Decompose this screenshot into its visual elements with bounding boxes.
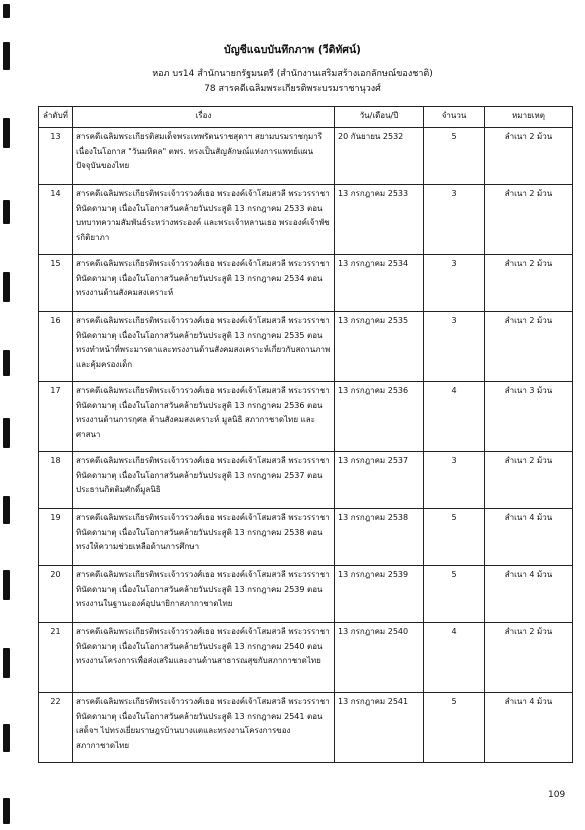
binder-punch-marks [0,0,16,830]
row-note: สำเนา 2 ม้วน [485,255,573,312]
binder-mark [3,200,10,224]
row-number: 20 [39,566,73,623]
header-quantity: จำนวน [424,107,485,128]
row-date: 13 กรกฎาคม 2534 [335,255,424,312]
row-title: สารคดีเฉลิมพระเกียรติพระเจ้าวรวงศ์เธอ พระองค์เจ้าโสมสวลี พระวรราชาทินัดดามาตุ เนื่องในโอกาสวันคล้ายวันประสูติ 13 กรกฎาคม 2540 ตอน ทรงงานโครงการเพื่อส่งเสริมและงานด้านสาธารณสุขกับสภากาชาดไทย [73,623,335,693]
row-date: 20 กันยายน 2532 [335,128,424,185]
row-title: สารคดีเฉลิมพระเกียรติพระเจ้าวรวงศ์เธอ พระองค์เจ้าโสมสวลี พระวรราชาทินัดดามาตุ เนื่องในโอกาสวันคล้ายวันประสูติ 13 กรกฎาคม 2533 ตอน บทบาทความสัมพันธ์ระหว่างพระองค์ และพระเจ้าหลานเธอ พระองค์เจ้าพัชรกิติยาภา [73,185,335,255]
table-row [39,509,573,566]
row-note: สำเนา 4 ม้วน [485,566,573,623]
row-date: 13 กรกฎาคม 2536 [335,382,424,452]
row-title: สารคดีเฉลิมพระเกียรติพระเจ้าวรวงศ์เธอ พระองค์เจ้าโสมสวลี พระวรราชาทินัดดามาตุ เนื่องในโอกาสวันคล้ายวันประสูติ 13 กรกฎาคม 2534 ตอน ทรงงานด้านสังคมสงเคราะห์ [73,255,335,312]
table-row [39,312,573,382]
table-row [39,128,573,185]
table-row [39,452,573,509]
table-row [39,185,573,255]
row-quantity: 5 [424,509,485,566]
table-row [39,693,573,763]
row-number: 18 [39,452,73,509]
row-number: 13 [39,128,73,185]
header-date: วัน/เดือน/ปี [335,107,424,128]
row-title: สารคดีเฉลิมพระเกียรติพระเจ้าวรวงศ์เธอ พระองค์เจ้าโสมสวลี พระวรราชาทินัดดามาตุ เนื่องในโอกาสวันคล้ายวันประสูติ 13 กรกฎาคม 2536 ตอน ทรงงานด้านการกุศล ด้านสังคมสงเคราะห์ มูลนิธิ สภากาชาดไทย และศาสนา [73,382,335,452]
row-quantity: 3 [424,452,485,509]
binder-mark [3,570,10,600]
row-quantity: 3 [424,312,485,382]
binder-mark [3,798,10,824]
row-quantity: 5 [424,566,485,623]
row-quantity: 3 [424,255,485,312]
row-note: สำเนา 2 ม้วน [485,185,573,255]
row-number: 22 [39,693,73,763]
row-title: สารคดีเฉลิมพระเกียรติพระเจ้าวรวงศ์เธอ พระองค์เจ้าโสมสวลี พระวรราชาทินัดดามาตุ เนื่องในโอกาสวันคล้ายวันประสูติ 13 กรกฎาคม 2537 ตอน ประธานกิตติมศักดิ์มูลนิธิ [73,452,335,509]
header-note: หมายเหตุ [485,107,573,128]
row-title: สารคดีเฉลิมพระเกียรติสมเด็จพระเทพรัตนราชสุดาฯ สยามบรมราชกุมารี เนื่องในโอกาส "วันมหิดล" ตพร. ทรงเป็นสัญลักษณ์แห่งการแพทย์แผนปัจจุบันของไทย [73,128,335,185]
row-number: 15 [39,255,73,312]
binder-mark [3,496,10,524]
binder-mark [3,4,10,18]
row-note: สำเนา 3 ม้วน [485,382,573,452]
binder-mark [3,724,10,752]
row-note: สำเนา 4 ม้วน [485,693,573,763]
row-date: 13 กรกฎาคม 2540 [335,623,424,693]
page-number: 109 [548,790,566,800]
row-title: สารคดีเฉลิมพระเกียรติพระเจ้าวรวงศ์เธอ พระองค์เจ้าโสมสวลี พระวรราชาทินัดดามาตุ เนื่องในโอกาสวันคล้ายวันประสูติ 13 กรกฎาคม 2535 ตอน ทรงทำหน้าที่พระมารดาและทรงงานด้านสังคมสงเคราะห์เกี่ยวกับสถานภาพและคุ้มครองเด็ก [73,312,335,382]
row-note: สำเนา 2 ม้วน [485,623,573,693]
binder-mark [3,648,10,678]
row-title: สารคดีเฉลิมพระเกียรติพระเจ้าวรวงศ์เธอ พระองค์เจ้าโสมสวลี พระวรราชาทินัดดามาตุ เนื่องในโอกาสวันคล้ายวันประสูติ 13 กรกฎาคม 2541 ตอน เสด็จฯ ไปทรงเยี่ยมราษฎรบ้านบางแตและทรงงานโครงการของสภากาชาดไทย [73,693,335,763]
header-title: เรื่อง [73,107,335,128]
table-row [39,566,573,623]
row-number: 16 [39,312,73,382]
row-quantity: 5 [424,128,485,185]
row-quantity: 5 [424,693,485,763]
table-row [39,255,573,312]
row-number: 19 [39,509,73,566]
row-date: 13 กรกฎาคม 2535 [335,312,424,382]
row-date: 13 กรกฎาคม 2537 [335,452,424,509]
row-number: 14 [39,185,73,255]
row-date: 13 กรกฎาคม 2538 [335,509,424,566]
row-quantity: 4 [424,623,485,693]
document-title: บัญชีแฉบบันทึกภาพ (วีดิทัศน์) [224,44,361,56]
table-row [39,623,573,693]
row-title: สารคดีเฉลิมพระเกียรติพระเจ้าวรวงศ์เธอ พระองค์เจ้าโสมสวลี พระวรราชาทินัดดามาตุ เนื่องในโอกาสวันคล้ายวันประสูติ 13 กรกฎาคม 2538 ตอน ทรงให้ความช่วยเหลือด้านการศึกษา [73,509,335,566]
row-quantity: 4 [424,382,485,452]
header-no: ลำดับที่ [39,107,73,128]
row-note: สำเนา 4 ม้วน [485,509,573,566]
binder-mark [3,118,10,148]
row-title: สารคดีเฉลิมพระเกียรติพระเจ้าวรวงศ์เธอ พระองค์เจ้าโสมสวลี พระวรราชาทินัดดามาตุ เนื่องในโอกาสวันคล้ายวันประสูติ 13 กรกฎาคม 2539 ตอน ทรงงานในฐานะองค์อุปนายิกาสภากาชาดไทย [73,566,335,623]
row-number: 17 [39,382,73,452]
row-note: สำเนา 2 ม้วน [485,312,573,382]
record-group-line: หอภ บร14 สำนักนายกรัฐมนตรี (สำนักงานเสริมสร้างเอกลักษณ์ของชาติ) [152,69,433,79]
binder-mark [3,350,10,376]
row-note: ลำเนา 2 ม้วน [485,128,573,185]
table-header-row [39,107,573,128]
row-number: 21 [39,623,73,693]
table-row [39,382,573,452]
row-note: สำเนา 2 ม้วน [485,452,573,509]
row-date: 13 กรกฎาคม 2533 [335,185,424,255]
row-quantity: 3 [424,185,485,255]
row-date: 13 กรกฎาคม 2539 [335,566,424,623]
binder-mark [3,418,10,448]
series-line: 78 สารคดีเฉลิมพระเกียรติพระบรมราชานุวงศ์ [204,84,381,94]
row-date: 13 กรกฎาคม 2541 [335,693,424,763]
catalog-table [38,106,573,763]
binder-mark [3,272,10,302]
